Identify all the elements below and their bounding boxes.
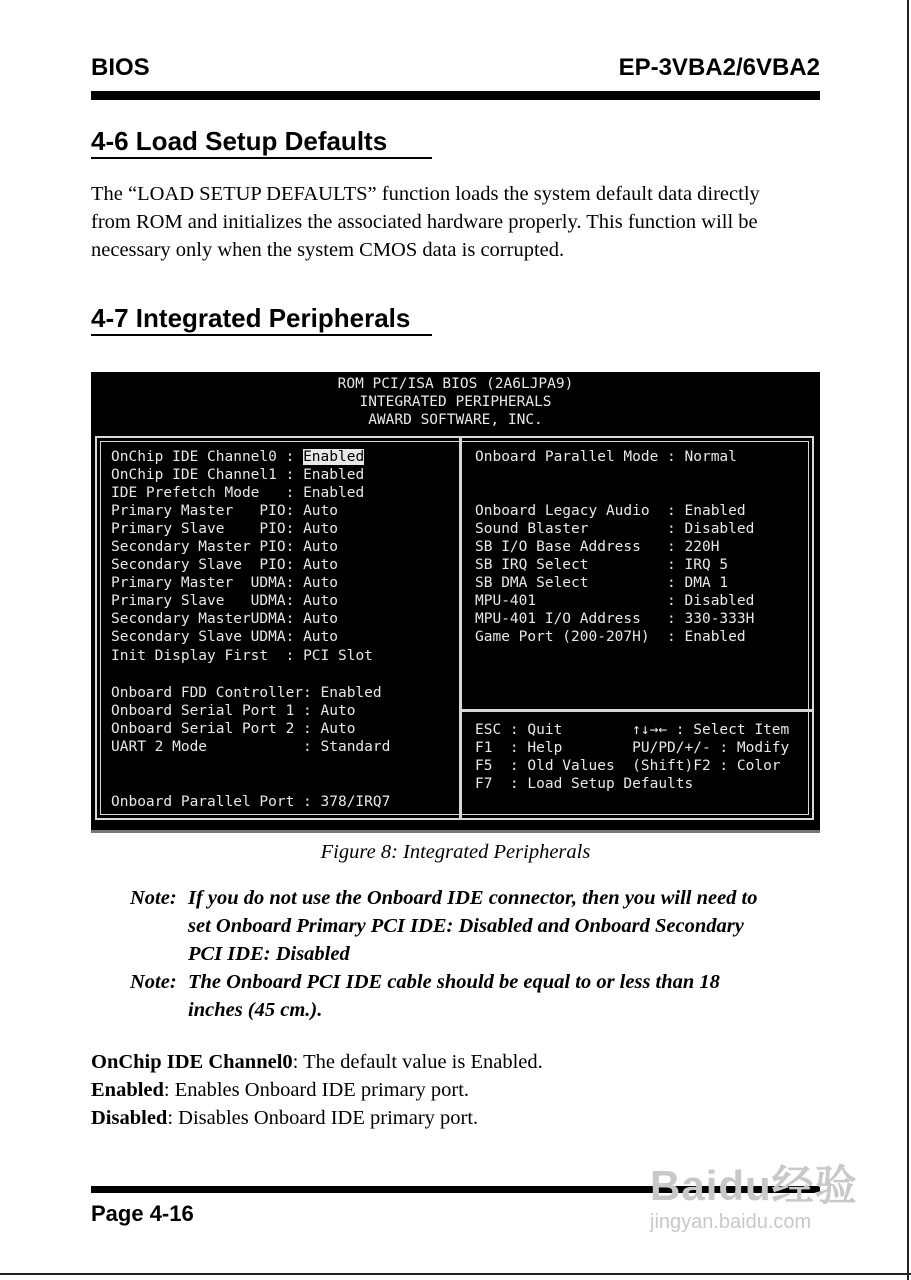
bios-setting-sound-blaster[interactable]: Sound Blaster : Disabled [475, 521, 755, 537]
bios-setting-value[interactable]: 330-333H [684, 611, 755, 627]
bios-setting-value[interactable]: Disabled [684, 593, 755, 609]
bios-setting-value[interactable]: Auto [303, 557, 338, 573]
definition-term: Disabled [91, 1107, 168, 1129]
bios-help-line: F5 : Old Values (Shift)F2 : Color [475, 758, 781, 774]
header-rule [91, 91, 820, 100]
bios-setting-value[interactable]: 220H [684, 539, 720, 555]
bios-setting-value[interactable]: Disabled [684, 521, 755, 537]
note-line: The Onboard PCI IDE cable should be equal to or less than 18 [188, 971, 720, 993]
bios-help-divider [459, 709, 814, 712]
section-rule [91, 157, 432, 159]
bios-setting-primary-slave-udma[interactable]: Primary Slave UDMA: Auto [111, 593, 338, 609]
bios-setting-onchip-ide-channel1[interactable]: OnChip IDE Channel1 : Enabled [111, 467, 365, 483]
bios-setting-primary-master-pio[interactable]: Primary Master PIO: Auto [111, 503, 338, 519]
definition-disabled [91, 1104, 478, 1132]
bios-setting-value[interactable]: PCI Slot [303, 648, 373, 664]
bios-help-line: ESC : Quit ↑↓→← : Select Item [475, 722, 790, 738]
bios-setting-onboard-fdd-controller[interactable]: Onboard FDD Controller: Enabled [111, 685, 382, 701]
bios-setting-mpu-401-io-address[interactable]: MPU-401 I/O Address : 330-333H [475, 611, 755, 627]
bios-setting-value[interactable]: Enabled [684, 629, 746, 645]
note-line: If you do not use the Onboard IDE connector, then you will need to [188, 887, 758, 909]
note-label: Note: [130, 971, 177, 993]
bios-setting-value[interactable]: Auto [303, 593, 338, 609]
header-left: BIOS [91, 54, 150, 81]
bios-setting-value[interactable]: 378/IRQ7 [320, 794, 391, 810]
bios-help-line: F1 : Help PU/PD/+/- : Modify [475, 740, 790, 756]
bios-setting-value[interactable]: Enabled [303, 485, 365, 501]
bios-screen-edge [91, 830, 820, 833]
bios-setting-value[interactable]: Enabled [303, 467, 365, 483]
bios-setting-value[interactable]: DMA 1 [684, 575, 729, 591]
bios-setting-mpu-401[interactable]: MPU-401 : Disabled [475, 593, 755, 609]
bios-setting-sb-irq-select[interactable]: SB IRQ Select : IRQ 5 [475, 557, 729, 573]
paragraph-load-defaults [91, 180, 821, 264]
section-rule [91, 334, 432, 336]
bios-setting-onchip-ide-channel0[interactable]: OnChip IDE Channel0 : Enabled [111, 449, 365, 465]
watermark-url: jingyan.baidu.com [650, 1211, 812, 1233]
definition-text: : Disables Onboard IDE primary port. [167, 1107, 479, 1129]
bios-setting-value[interactable]: Auto [303, 503, 338, 519]
bios-setting-secondary-master-udma[interactable]: Secondary MasterUDMA: Auto [111, 611, 338, 627]
bios-setting-value[interactable]: Normal [684, 449, 737, 465]
note-body [188, 968, 818, 1024]
bios-setting-value[interactable]: Auto [303, 521, 338, 537]
watermark-logo: Baidu经验 [650, 1162, 858, 1209]
bios-setting-value[interactable]: Auto [303, 539, 338, 555]
definition-text: : Enables Onboard IDE primary port. [163, 1079, 470, 1101]
definition-text: : The default value is Enabled. [292, 1051, 543, 1073]
bios-setting-value[interactable]: Auto [303, 611, 338, 627]
page-border-right [907, 0, 909, 1280]
section-title-integrated-peripherals: 4-7 Integrated Peripherals [91, 303, 411, 333]
bios-setting-onboard-legacy-audio[interactable]: Onboard Legacy Audio : Enabled [475, 503, 746, 519]
definition-onchip-ide-channel0 [91, 1048, 543, 1076]
note-body [188, 884, 818, 968]
watermark [640, 1150, 860, 1245]
paragraph-line: The “LOAD SETUP DEFAULTS” function loads the system default data directly [91, 183, 760, 205]
bios-setting-onboard-serial-port-2[interactable]: Onboard Serial Port 2 : Auto [111, 721, 356, 737]
bios-setting-sb-io-base-address[interactable]: SB I/O Base Address : 220H [475, 539, 720, 555]
bios-setting-primary-master-udma[interactable]: Primary Master UDMA: Auto [111, 575, 338, 591]
bios-setting-primary-slave-pio[interactable]: Primary Slave PIO: Auto [111, 521, 338, 537]
bios-setting-value[interactable]: Auto [303, 629, 338, 645]
bios-help-line: F7 : Load Setup Defaults [475, 776, 694, 792]
note-line: set Onboard Primary PCI IDE: Disabled and Onboard Secondary [188, 915, 744, 937]
bios-setting-value[interactable]: Standard [320, 739, 391, 755]
bios-title-line: ROM PCI/ISA BIOS (2A6LJPA9) [337, 376, 574, 392]
bios-setting-onboard-parallel-mode[interactable]: Onboard Parallel Mode : Normal [475, 449, 737, 465]
bios-setting-secondary-slave-udma[interactable]: Secondary Slave UDMA: Auto [111, 629, 338, 645]
paragraph-line: necessary only when the system CMOS data is corrupted. [91, 239, 565, 261]
bios-setting-onboard-parallel-port[interactable]: Onboard Parallel Port : 378/IRQ7 [111, 794, 391, 810]
page-border-bottom [0, 1273, 911, 1275]
bios-setting-init-display-first[interactable]: Init Display First : PCI Slot [111, 648, 373, 664]
bios-column-divider [459, 436, 462, 820]
bios-screen [91, 372, 820, 832]
bios-setting-sb-dma-select[interactable]: SB DMA Select : DMA 1 [475, 575, 729, 591]
bios-setting-secondary-master-pio[interactable]: Secondary Master PIO: Auto [111, 539, 338, 555]
bios-setting-value-selected[interactable]: Enabled [303, 449, 365, 465]
bios-title-line: INTEGRATED PERIPHERALS [359, 394, 552, 410]
bios-setting-value[interactable]: Auto [320, 703, 356, 719]
bios-setting-onboard-serial-port-1[interactable]: Onboard Serial Port 1 : Auto [111, 703, 356, 719]
note-line: inches (45 cm.). [188, 999, 323, 1021]
section-title-load-defaults: 4-6 Load Setup Defaults [91, 126, 388, 156]
bios-setting-game-port[interactable]: Game Port (200-207H) : Enabled [475, 629, 746, 645]
bios-setting-value[interactable]: Auto [320, 721, 356, 737]
definition-term: Enabled [91, 1079, 164, 1101]
note-label: Note: [130, 887, 177, 909]
bios-setting-ide-prefetch-mode[interactable]: IDE Prefetch Mode : Enabled [111, 485, 365, 501]
bios-setting-secondary-slave-pio[interactable]: Secondary Slave PIO: Auto [111, 557, 338, 573]
bios-setting-value[interactable]: Auto [303, 575, 338, 591]
bios-title-line: AWARD SOFTWARE, INC. [368, 412, 543, 428]
page-number: Page 4-16 [91, 1201, 194, 1226]
paragraph-line: from ROM and initializes the associated hardware properly. This function will be [91, 211, 758, 233]
definition-enabled [91, 1076, 469, 1104]
definition-term: OnChip IDE Channel0 [91, 1051, 293, 1073]
bios-setting-value[interactable]: Enabled [320, 685, 382, 701]
note-line: PCI IDE: Disabled [188, 943, 350, 965]
figure-caption: Figure 8: Integrated Peripherals [320, 841, 591, 863]
bios-setting-value[interactable]: IRQ 5 [684, 557, 729, 573]
header-right: EP-3VBA2/6VBA2 [618, 54, 820, 81]
bios-setting-uart-2-mode[interactable]: UART 2 Mode : Standard [111, 739, 391, 755]
bios-setting-value[interactable]: Enabled [684, 503, 746, 519]
